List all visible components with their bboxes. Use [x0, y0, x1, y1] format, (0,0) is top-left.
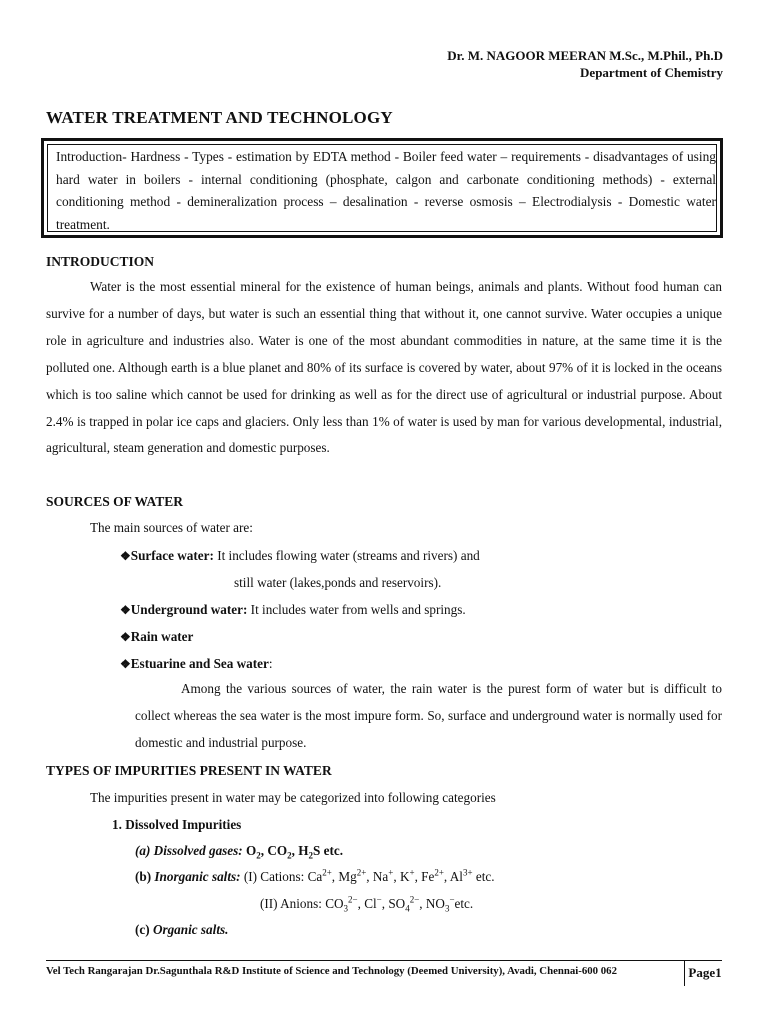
diamond-bullet-icon: ❖: [120, 603, 131, 617]
dissolved-gases-line: (a) Dissolved gases: $O_2$, $CO_2$, $H_2S$ etc.: [135, 843, 344, 861]
introduction-paragraph: Water is the most essential mineral for the existence of human beings, animals and plants. Without food human can survive for a number of days, but water is such an essential thing that without it, one cannot survive. Water occupies a unique role in agriculture and industries also. Water is one of the most abundant commodities in nature, at the same time it is the polluted one. Although earth is a blue planet and 80% of its surface is covered by water, about 97% of it is locked in the oceans which is too saline which cannot be used for drinking as well as for the direct use of agricultural or industrial purpose. About 2.4% is trapped in polar ice caps and glaciers. Only less than 1% of water is used by man for various developmental, industrial, agricultural, steam generation and domestic purposes.: [46, 279, 722, 456]
syllabus-text: Introduction- Hardness - Types - estimation by EDTA method - Boiler feed water – requirements - disadvantages of using hard water in boilers - internal conditioning (phosphate, calgon and carbonate conditioning methods) - external conditioning method - demineralization process – desalination - reverse osmosis – Electrodialysis - Domestic water treatment.: [56, 149, 716, 232]
department-name: Department of Chemistry: [580, 65, 723, 80]
sources-heading: SOURCES OF WATER: [46, 494, 184, 509]
list-item-underground-water: ❖Underground water: It includes water from wells and springs.: [120, 602, 466, 617]
dissolved-impurities-item: 1. Dissolved Impurities: [112, 817, 242, 832]
inorganic-salts-line: (b) Inorganic salts: (I) Cations: $Ca^{2+}$, $Mg^{2+}$, Na+, K+, $Fe^{2+}$, $Al^{3+}$ etc.: [135, 867, 495, 884]
list-item-surface-water: ❖Surface water: It includes flowing water (streams and rivers) and: [120, 548, 480, 563]
author-name: Dr. M. NAGOOR MEERAN M.Sc., M.Phil., Ph.D: [447, 48, 723, 63]
list-item-estuarine-sea-water: ❖Estuarine and Sea water:: [120, 656, 273, 671]
document-title: WATER TREATMENT AND TECHNOLOGY: [46, 108, 393, 127]
diamond-bullet-icon: ❖: [120, 630, 131, 644]
sources-intro: The main sources of water are:: [90, 520, 253, 535]
impurities-heading: TYPES OF IMPURITIES PRESENT IN WATER: [46, 763, 332, 778]
page-number: Page1: [684, 960, 725, 986]
diamond-bullet-icon: ❖: [120, 657, 131, 671]
sources-summary-paragraph: Among the various sources of water, the rain water is the purest form of water but is difficult to collect whereas the sea water is the most impure form. So, surface and underground water is normally used for domestic and industrial purpose.: [135, 681, 722, 750]
introduction-heading: INTRODUCTION: [46, 254, 155, 269]
diamond-bullet-icon: ❖: [120, 549, 131, 563]
list-item-rain-water: ❖Rain water: [120, 629, 194, 644]
footer-divider: [46, 960, 722, 961]
organic-salts-line: (c) Organic salts.: [135, 922, 229, 937]
impurities-intro: The impurities present in water may be categorized into following categories: [90, 790, 496, 805]
footer-institute: Vel Tech Rangarajan Dr.Sagunthala R&D Institute of Science and Technology (Deemed University), Avadi, Chennai-600 062: [46, 965, 617, 977]
surface-water-continuation: still water (lakes,ponds and reservoirs).: [234, 575, 442, 590]
anions-line: (II) Anions: $CO_3^{2-}$, Cl−, $SO_4^{2-}$, $NO_3^-etc$.: [260, 894, 474, 914]
